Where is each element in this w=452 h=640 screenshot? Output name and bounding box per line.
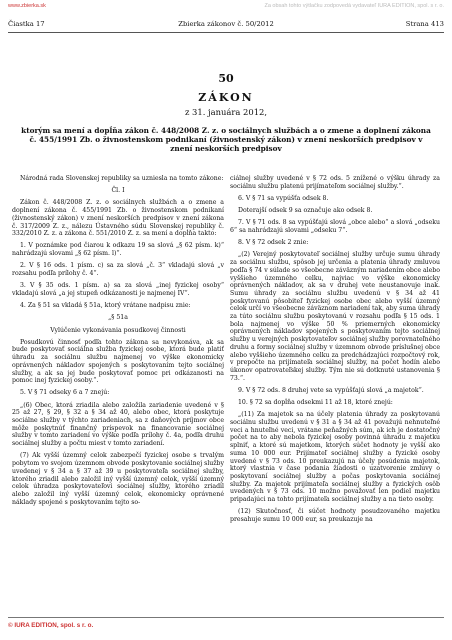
paragraph: 3. V § 35 ods. 1 písm. a) sa za slová „inej fyzickej osoby“ vkladajú slová „a jej stupeň odkázanosti je najmenej IV“. (12, 282, 224, 297)
law-subject: ktorým sa mení a dopĺňa zákon č. 448/2008 Z. z. o sociálnych službách a o zmene a doplnení zákona č. 455/1991 Zb. o živnostenskom podnikaní (živnostenský zákon) v znení neskorších predpisov v znení neskorších predpisov (21, 126, 431, 153)
paragraph: 7. V § 71 ods. 8 sa vypúšťajú slová „obce alebo“ a slová „odseku 6“ sa nahrádzajú slovami „odseku 7“. (230, 219, 440, 235)
paragraph: 10. § 72 sa dopĺňa odsekmi 11 až 18, ktoré znejú: (238, 399, 393, 407)
right-column (230, 175, 440, 528)
paragraph: Posudkovú činnosť podľa tohto zákona sa nevykonáva, ak sa bude poskytovať sociálna služba fyzickej osobe, ktorá bude platiť úhradu za sociálnu službu najmenej vo výške ekonomicky oprávnených nákladov spojených s poskytovaním tejto sociálnej služby, a ak sa jej bude poskytovať pomoc pri odkázanosti na pomoc inej fyzickej osoby.“. (12, 338, 224, 385)
top-bar (8, 3, 444, 15)
paragraph: 4. Za § 51 sa vkladá § 51a, ktorý vrátane nadpisu znie: (20, 302, 191, 310)
page-footer (8, 622, 444, 634)
paragraph: 2. V § 16 ods. 1 písm. c) sa za slová „č. 3“ vkladajú slová „v rozsahu podľa prílohy č. 4“. (12, 262, 224, 278)
law-date: z 31. januára 2012, (184, 107, 268, 117)
footer-publisher: © IURA EDITION, spol. s r. o. (8, 622, 94, 629)
left-column (12, 175, 224, 511)
section-number: „§ 51a (108, 314, 128, 322)
paragraph: (7) Ak vyšší územný celok zabezpečí fyzickej osobe s trvalým pobytom vo svojom územnom obvode poskytovanie sociálnej služby uvedenej v § 34 a § 37 až 39 u poskytovateľa sociálnej služby, ktorého zriadil alebo založil iný vyšší územný celok, vyšší územný celok úhradza poskytovateľovi sociálnej služby, ktorého zriadil alebo založil iný vyšší územný celok, ekonomicky oprávnené náklady spojené s poskytovaním tejto so- (12, 452, 224, 506)
paragraph: ciálnej služby uvedené v § 72 ods. 5 znížené o výšku úhrady za sociálnu službu platenú prijímateľom sociálnej služby.“. (230, 175, 440, 190)
paragraph: „(2) Verejný poskytovateľ sociálnej služby určuje sumu úhrady za sociálnu službu, spôsob jej určenia a platenia úhrady zmluvou podľa § 74 v súlade so všeobecne záväzným nariadením obce alebo vyššieho územného celku, najviac vo výške ekonomicky oprávnených nákladov, ak sa v druhej vete neustanovuje inak. Sumu úhrady za sociálnu službu uvedenú v § 34 až 41 poskytovanú pôsobiteľ fyzickej osobe obec alebo vyšší územný celok určí vo všeobecne záväznom nariadení tak, aby suma úhrady za túto sociálnu službu poskytovanú v rozsahu podľa § 15 ods. 1 bola najmenej vo výške 50 % priemerných ekonomicky oprávnených nákladov spojených s poskytovaním tejto sociálnej služby u verejných poskytovateľov sociálnej služby porovnateľného druhu a formy sociálnej služby v územnom obvode príslušnej obce alebo vyššieho územného celku za predchádzajúci rozpočtový rok, v prepočte na prijímateľa sociálnej služby, na počet hodín alebo úkonov opatrovateľskej služby. Tým nie sú dotknuté ustanovenia § 73.“. (230, 251, 440, 382)
issue-label: Čiastka 17 (8, 20, 45, 28)
section-title: Vylúčenie vykonávania posudkovej činnosti (50, 326, 186, 334)
paragraph: Zákon č. 448/2008 Z. z. o sociálnych službách a o zmene a doplnení zákona č. 455/1991 Zb. o živnostenskom podnikaní (živnostenský zákon) v znení neskorších predpisov v znení zákona č. 317/2009 Z. z., nálezu Ústavného súdu Slovenskej republiky č. 332/2010 Z. z. a zákona č. 551/2010 Z. z. sa mení a dopĺňa takto: (12, 199, 224, 238)
paragraph: 5. V § 71 odseky 6 a 7 znejú: (20, 389, 110, 397)
paragraph: 8. V § 72 odsek 2 znie: (238, 239, 309, 247)
paragraph: 6. V § 71 sa vypúšťa odsek 8. (238, 194, 329, 202)
paragraph: „(11) Za majetok sa na účely platenia úhrady za poskytovanú sociálnu službu uvedenú v § 31 a § 34 až 41 považujú nehnuteľné veci a hnuteľné veci, vrátane peňažných súm, ak ich je dostatočný počet na to aby nebola fyzickej osoby povinná úhradu z majetku splniť, a ktoré sú majetkom, ktorých súčet hodnoty je vyšší ako suma 10 000 eur. Prijímateľ sociálnej služby a fyzické osoby uvedené v § 73 ods. 10 preukazujú na účely posúdenia majetok, ktorý vlastnia v čase podania žiadosti o uzatvorenie zmluvy o poskytovaní sociálnej služby a počas poskytovania sociálnej služby. Za majetok prijímateľa sociálnej služby a fyzických osôb uvedených v § 73 ods. 10 možno považovať len podiel majetku pripadajúci na tohto prijímateľa sociálnej služby a na tieto osoby. (230, 411, 440, 504)
paragraph: Doterajší odsek 9 sa označuje ako odsek 8. (238, 207, 373, 215)
publisher-notice: Za obsah tohto výtlačku zodpovedá vydavateľ IURA EDITION, spol. s r. o. (264, 3, 444, 9)
footer-divider (8, 617, 444, 618)
article-heading: Čl. I (111, 187, 125, 195)
law-kind: ZÁKON (198, 91, 254, 104)
paragraph: (12) Skutočnosť, či súčet hodnoty posudzovaného majetku presahuje sumu 10 000 eur, sa preukazuje na (230, 508, 440, 523)
law-number: 50 (218, 72, 234, 85)
paragraph: Národná rada Slovenskej republiky sa uzniesla na tomto zákone: (20, 175, 224, 182)
paragraph: „(6) Obec, ktorá zriadila alebo založila zariadenie uvedené v § 25 až 27, § 29, § 32 a § 34 až 40, alebo obec, ktorá poskytuje sociálne služby v týchto zariadeniach, sa z daňových príjmov obce môže poskytnúť finančný príspevok na financovanie sociálnej služby v tomto zariadení vo výške podľa prílohy č. 4a, podľa druhu sociálnej služby a počtu miest v tomto zariadení. (12, 401, 224, 448)
collection-label: Zbierka zákonov č. 50/2012 (178, 20, 274, 28)
paragraph: 9. V § 72 ods. 8 druhej vete sa vypúšťajú slová „a majetok“. (238, 386, 424, 394)
law-title-block (20, 72, 432, 153)
paragraph: 1. V poznámke pod čiarou k odkazu 19 sa slová „§ 62 písm. k)“ nahrádzajú slovami „§ 62 písm. l)“. (12, 242, 224, 258)
page-number: Strana 413 (405, 20, 444, 28)
site-url[interactable]: www.zbierka.sk (8, 3, 46, 9)
page-header (8, 20, 444, 33)
